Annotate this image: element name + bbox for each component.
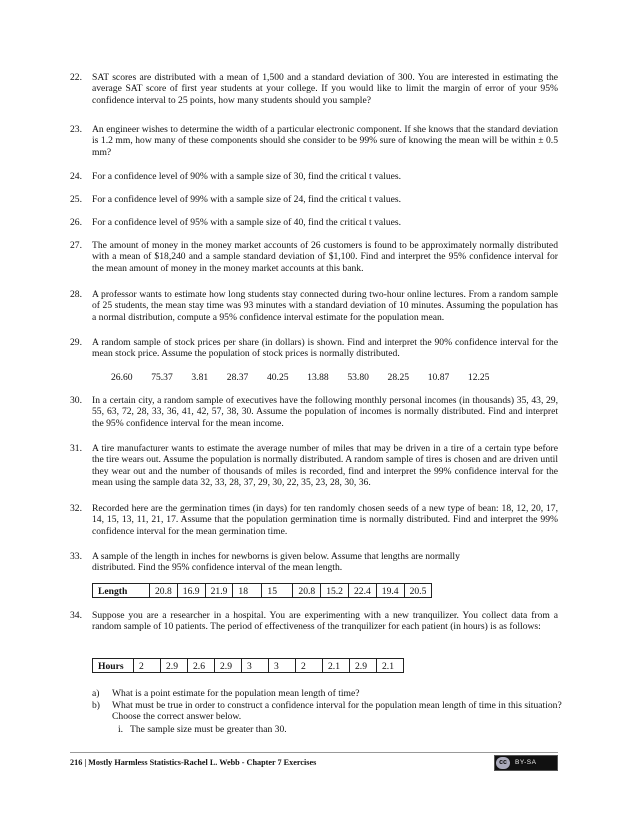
table-cell: 20.8 bbox=[293, 584, 321, 598]
table-row bbox=[93, 584, 432, 598]
problem-31 bbox=[70, 443, 558, 489]
table-row bbox=[93, 659, 404, 673]
table-cell: 20.8 bbox=[150, 584, 178, 598]
table-cell: 20.5 bbox=[404, 584, 432, 598]
subquestion-b bbox=[92, 700, 562, 723]
problem-text: SAT scores are distributed with a mean of 1,500 and a standard deviation of 300. You are interested in estimating the average SAT score of first year students at your college. If you would like to limit the margin of error of your 95% confidence interval to 25 points, how many students should you sample? bbox=[92, 72, 558, 106]
stock-price: 40.25 bbox=[266, 372, 289, 383]
footer-divider bbox=[70, 752, 558, 753]
problem-23 bbox=[70, 124, 558, 158]
table-cell: 19.4 bbox=[376, 584, 404, 598]
problem-text: A sample of the length in inches for newborns is given below. Assume that lengths are normally distributed. Find the 95% confidence interval of the mean length. bbox=[92, 551, 460, 574]
table-cell: 2 bbox=[134, 659, 161, 673]
subquestion-label: a) bbox=[92, 688, 100, 699]
problem-27 bbox=[70, 240, 558, 274]
problem-29 bbox=[70, 337, 558, 360]
problem-text: Suppose you are a researcher in a hospital. You are experimenting with a new tranquilizer. You collect data from a random sample of 10 patients. The period of effectiveness of the tranquilizer for each patient (in hours) is as follows: bbox=[92, 610, 558, 633]
problem-34 bbox=[70, 610, 558, 633]
problem-text: An engineer wishes to determine the width of a particular electronic component. If she knows that the standard deviation is 1.2 mm, how many of these components should she consider to be 99% sure of knowing the mean will be within ± 0.5 mm? bbox=[92, 124, 558, 158]
stock-price: 3.81 bbox=[191, 372, 209, 383]
problem-number: 22. bbox=[70, 72, 82, 83]
subquestion-text: What is a point estimate for the population mean length of time? bbox=[112, 688, 360, 699]
length-table bbox=[92, 583, 432, 598]
problem-number: 29. bbox=[70, 337, 82, 348]
problem-30 bbox=[70, 395, 558, 429]
stock-price: 53.80 bbox=[347, 372, 369, 383]
problem-text: In a certain city, a random sample of executives have the following monthly personal incomes (in thousands) 35, 43, 29, 55, 63, 72, 28, 33, 36, 41, 42, 57, 38, 30. Assume the population of incomes is normally distributed. Find and interpret the 95% confidence interval for the mean income. bbox=[92, 395, 558, 429]
table-cell: 18 bbox=[233, 584, 262, 598]
stock-price: 28.37 bbox=[226, 372, 249, 383]
table-cell: 2.9 bbox=[350, 659, 377, 673]
subquestion-a bbox=[92, 688, 562, 699]
problem-text: For a confidence level of 90% with a sample size of 30, find the critical t values. bbox=[92, 171, 402, 182]
stock-price: 26.60 bbox=[111, 372, 133, 383]
problem-text: A tire manufacturer wants to estimate the average number of miles that may be driven in a tire of a certain type before the tire wears out. Assume the population is normally distributed. A random sample of tires is chosen and are driven until they wear out and the number of thousands of miles is recorded, find and interpret the 99% confidence interval for the mean using the sample data 32, 33, 28, 37, 29, 30, 22, 35, 23, 28, 30, 36. bbox=[92, 443, 558, 489]
table-cell: 2.6 bbox=[188, 659, 215, 673]
table-cell: 2.9 bbox=[161, 659, 188, 673]
problem-number: 31. bbox=[70, 443, 82, 454]
problem-22 bbox=[70, 72, 558, 106]
problem-33 bbox=[70, 551, 558, 574]
problem-28 bbox=[70, 289, 558, 323]
problem-26 bbox=[70, 217, 558, 228]
table-cell: 22.4 bbox=[348, 584, 376, 598]
table-cell: 2.1 bbox=[323, 659, 350, 673]
subquestion-text: What must be true in order to construct a confidence interval for the population mean length of time in this situation? Choose the correct answer below. bbox=[112, 700, 562, 723]
problem-text: A random sample of stock prices per share (in dollars) is shown. Find and interpret the 90% confidence interval for the mean stock price. Assume the population of stock prices is normally distributed. bbox=[92, 337, 558, 360]
stock-price: 12.25 bbox=[467, 372, 490, 383]
problem-number: 33. bbox=[70, 551, 82, 562]
stock-price: 28.25 bbox=[387, 372, 410, 383]
table-cell: 3 bbox=[242, 659, 269, 673]
table-cell: 15.2 bbox=[321, 584, 349, 598]
problem-number: 28. bbox=[70, 289, 82, 300]
table-header-cell: Length bbox=[93, 584, 150, 598]
problem-text: For a confidence level of 99% with a sample size of 24, find the critical t values. bbox=[92, 194, 402, 205]
problem-number: 26. bbox=[70, 217, 82, 228]
hours-table bbox=[92, 658, 404, 673]
problem-number: 23. bbox=[70, 124, 82, 135]
problem-number: 24. bbox=[70, 171, 82, 182]
table-cell: 15 bbox=[262, 584, 293, 598]
problem-number: 34. bbox=[70, 610, 82, 621]
problem-24 bbox=[70, 171, 558, 182]
table-cell: 2.9 bbox=[215, 659, 242, 673]
problem-number: 32. bbox=[70, 503, 82, 514]
problem-text: Recorded here are the germination times (in days) for ten randomly chosen seeds of a new type of bean: 18, 12, 20, 17, 14, 15, 13, 11, 21, 17. Assume that the population germination time is normally distributed. Find and interpret the 99% confidence interval for the mean germination time. bbox=[92, 503, 558, 537]
answer-option-i bbox=[118, 724, 538, 735]
cc-license-badge bbox=[494, 755, 558, 771]
problem-number: 30. bbox=[70, 395, 82, 406]
page-footer: 216 | Mostly Harmless Statistics-Rachel L. Webb - Chapter 7 Exercises bbox=[70, 758, 317, 767]
option-text: The sample size must be greater than 30. bbox=[130, 724, 287, 735]
table-cell: 3 bbox=[269, 659, 296, 673]
subquestion-label: b) bbox=[92, 700, 100, 711]
problem-25 bbox=[70, 194, 558, 205]
problem-number: 25. bbox=[70, 194, 82, 205]
table-header-cell: Hours bbox=[93, 659, 134, 673]
license-label: BY-SA bbox=[515, 759, 537, 767]
problem-text: For a confidence level of 95% with a sample size of 40, find the critical t values. bbox=[92, 217, 402, 228]
stock-price: 13.88 bbox=[307, 372, 329, 383]
table-cell: 2 bbox=[296, 659, 323, 673]
table-cell: 2.1 bbox=[377, 659, 404, 673]
table-cell: 16.9 bbox=[177, 584, 205, 598]
problem-number: 27. bbox=[70, 240, 82, 251]
problem-32 bbox=[70, 503, 558, 537]
stock-price: 10.87 bbox=[427, 372, 450, 383]
problem-text: The amount of money in the money market accounts of 26 customers is found to be approximately normally distributed with a mean of $18,240 and a sample standard deviation of $1,100. Find and interpret the 95% confidence interval for the mean amount of money in the money market accounts at this bank. bbox=[92, 240, 558, 274]
creative-commons-icon: cc bbox=[496, 757, 510, 769]
problem-text: A professor wants to estimate how long students stay connected during two-hour online lectures. From a random sample of 25 students, the mean stay time was 93 minutes with a standard deviation of 10 minutes. Assuming the population has a normal distribution, compute a 95% confidence interval estimate for the population mean. bbox=[92, 289, 558, 323]
option-label: i. bbox=[118, 724, 124, 735]
stock-price: 75.37 bbox=[151, 372, 173, 383]
table-cell: 21.9 bbox=[205, 584, 233, 598]
stock-price-list bbox=[111, 372, 531, 383]
